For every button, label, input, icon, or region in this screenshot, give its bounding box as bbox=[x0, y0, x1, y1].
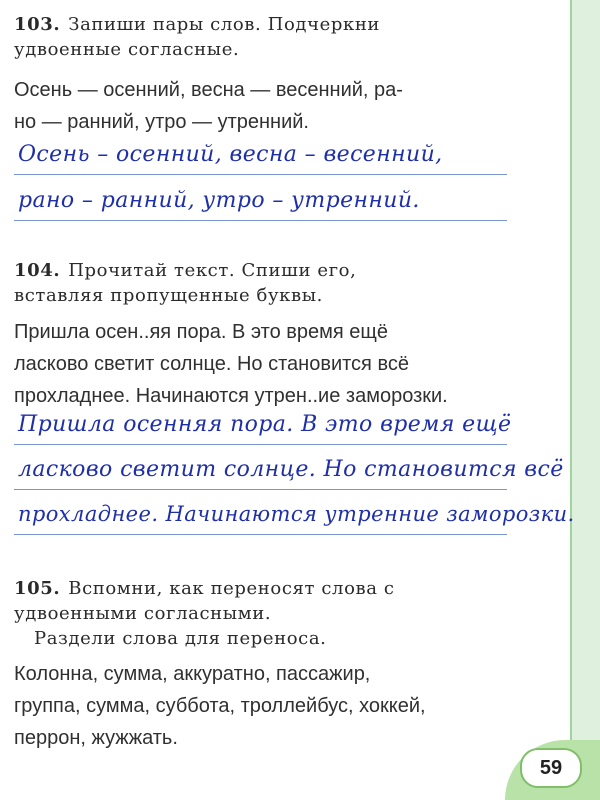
text-line: Осень — осенний, весна — весенний, ра- bbox=[14, 79, 403, 101]
page-margin-band bbox=[570, 0, 600, 800]
exercise-104-instruction bbox=[14, 258, 514, 308]
handwritten-answer: рано – ранний, утро – утренний. bbox=[18, 188, 420, 213]
instruction-line bbox=[14, 576, 514, 601]
exercise-number: 104. bbox=[14, 260, 61, 281]
instruction-line: вставляя пропущенные буквы. bbox=[14, 285, 323, 306]
text-line: Пришла осен..яя пора. В это время ещё bbox=[14, 321, 388, 343]
page-number: 59 bbox=[520, 748, 582, 788]
text-line: перрон, жужжать. bbox=[14, 727, 178, 749]
exercise-number: 105. bbox=[14, 578, 61, 599]
instruction-text: Запиши пары слов. Подчеркни bbox=[68, 14, 381, 35]
text-line: прохладнее. Начинаются утрен..ие заморозки. bbox=[14, 385, 448, 407]
instruction-text: Вспомни, как переносят слова с bbox=[68, 578, 395, 599]
exercise-105-text bbox=[14, 658, 514, 754]
handwritten-answer: Осень – осенний, весна – весенний, bbox=[18, 142, 443, 167]
instruction-line: Раздели слова для переноса. bbox=[34, 628, 327, 649]
text-line: ласково светит солнце. Но становится всё bbox=[14, 353, 409, 375]
instruction-line: удвоенные согласные. bbox=[14, 39, 240, 60]
exercise-number: 103. bbox=[14, 14, 61, 35]
handwritten-answer: ласково светит солнце. Но становится всё bbox=[18, 457, 564, 482]
text-line: группа, сумма, суббота, троллейбус, хоккей, bbox=[14, 695, 426, 717]
handwritten-answer: Пришла осенняя пора. В это время ещё bbox=[18, 412, 512, 437]
exercise-104-text bbox=[14, 316, 514, 412]
exercise-103-instruction bbox=[14, 12, 514, 62]
instruction-line: удвоенными согласными. bbox=[14, 603, 272, 624]
text-line: Колонна, сумма, аккуратно, пассажир, bbox=[14, 663, 371, 685]
instruction-line bbox=[14, 12, 514, 37]
handwritten-answer: прохладнее. Начинаются утренние заморозки. bbox=[18, 502, 575, 526]
instruction-line bbox=[14, 258, 514, 283]
exercise-105-instruction bbox=[14, 576, 514, 651]
instruction-text: Прочитай текст. Спиши его, bbox=[68, 260, 357, 281]
exercise-103-text bbox=[14, 74, 514, 138]
text-line: но — ранний, утро — утренний. bbox=[14, 111, 309, 133]
